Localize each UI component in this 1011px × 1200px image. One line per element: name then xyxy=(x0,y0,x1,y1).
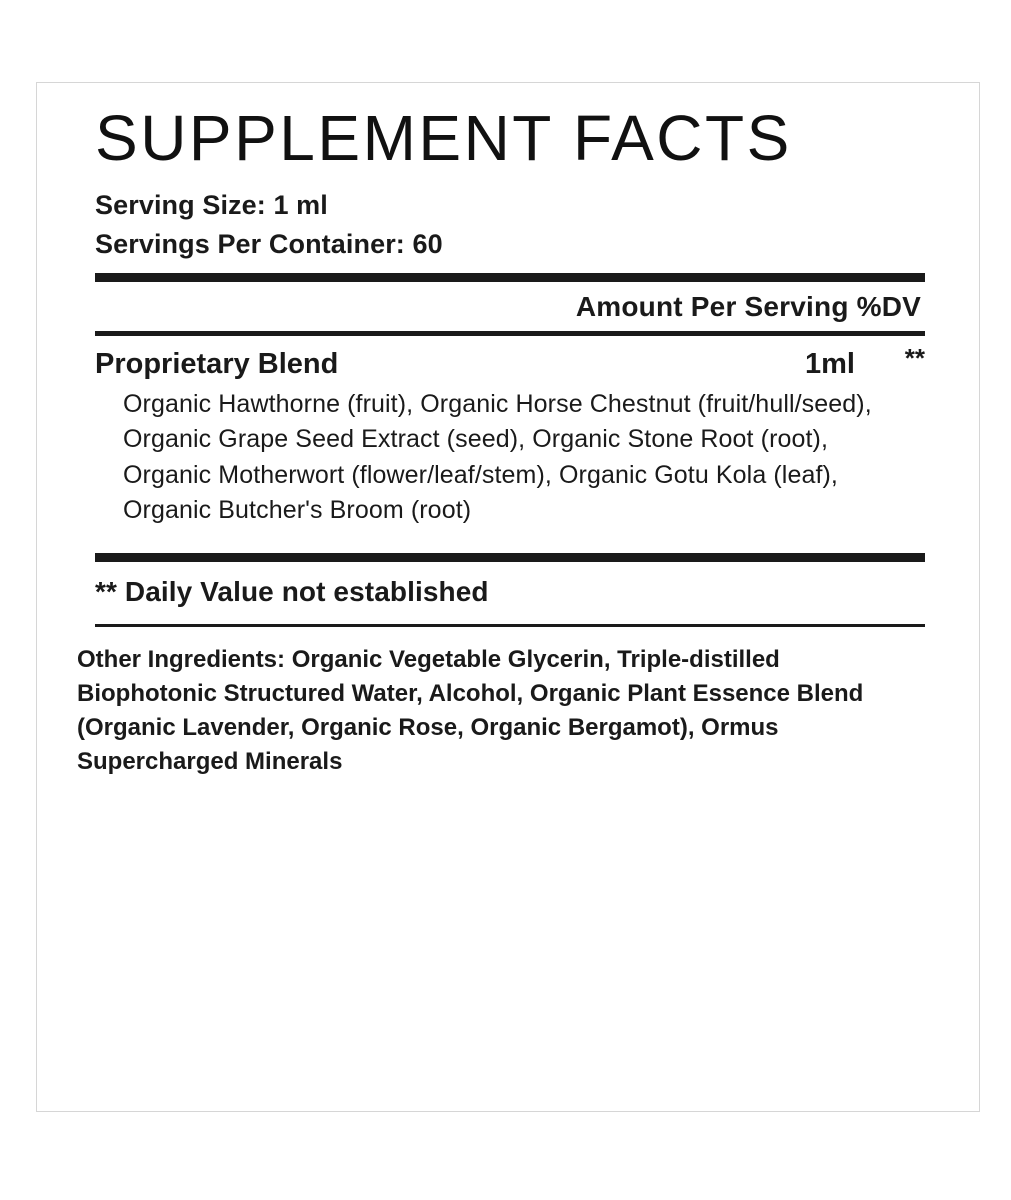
servings-per-container-text: Servings Per Container: 60 xyxy=(95,228,443,259)
amount-per-serving-header xyxy=(95,282,925,331)
proprietary-blend-row xyxy=(95,336,925,385)
divider-thick-middle xyxy=(95,553,925,562)
other-ingredients-text: Other Ingredients: Organic Vegetable Glycerin, Triple-distilled Biophotonic Structured Water, Alcohol, Organic Plant Essence Blend (Organic Lavender, Organic Rose, Organic Bergamot), Ormus Supercharged Minerals xyxy=(77,645,864,776)
page-title: SUPPLEMENT FACTS xyxy=(95,102,792,174)
proprietary-blend-daily-value: ** xyxy=(904,342,925,373)
proprietary-blend-label: Proprietary Blend xyxy=(95,347,339,380)
divider-thick-top xyxy=(95,273,925,282)
supplement-facts-panel xyxy=(36,82,980,1112)
serving-size-text: Serving Size: 1 ml xyxy=(95,190,328,221)
proprietary-blend-amount: 1ml xyxy=(805,347,855,380)
daily-value-note: ** Daily Value not established xyxy=(95,575,489,607)
supplement-facts-content xyxy=(77,102,925,779)
proprietary-blend-ingredients: Organic Hawthorne (fruit), Organic Horse Chestnut (fruit/hull/seed), Organic Grape Seed Extract (seed), Organic Stone Root (root), Organic Motherwort (flower/leaf/stem), Organic Gotu Kola (leaf), Organic Butcher's Broom (root) xyxy=(123,389,872,525)
amount-per-serving-label: Amount Per Serving %DV xyxy=(575,290,921,322)
